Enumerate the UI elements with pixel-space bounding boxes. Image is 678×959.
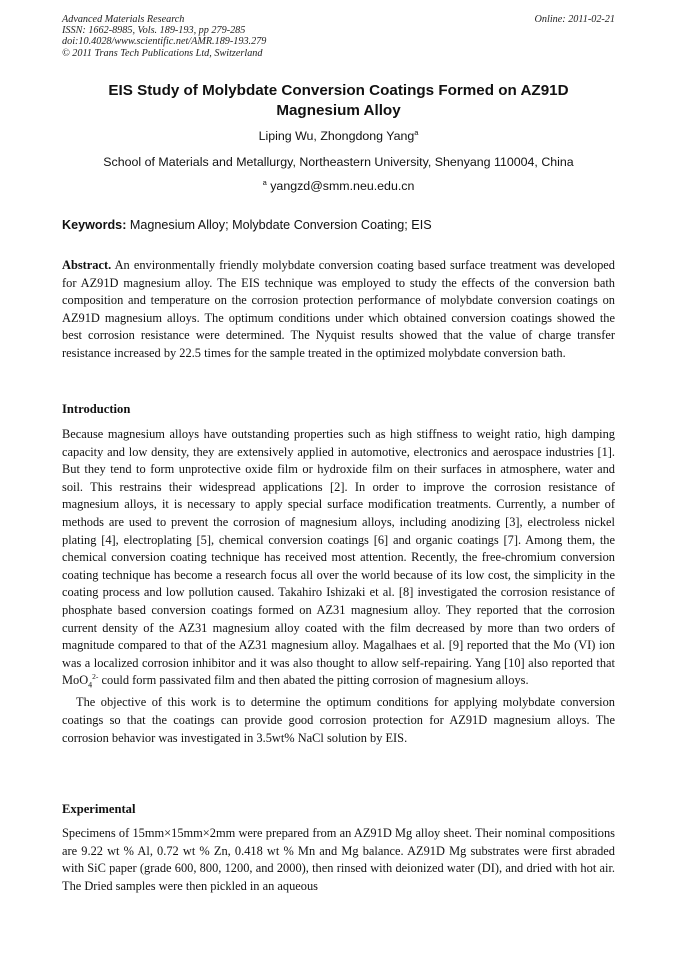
affiliation: School of Materials and Metallurgy, Northeastern University, Shenyang 110004, China [103, 155, 574, 169]
journal-name: Advanced Materials Research [62, 14, 185, 25]
experimental-section [62, 825, 615, 895]
abstract [62, 257, 615, 363]
intro-paragraph-2: The objective of this work is to determine the optimum conditions for applying molybdate conversion coatings so that the coatings can provide good corrosion protection for AZ91D magnesium alloys. The corrosion behavior was investigated in 3.5wt% NaCl solution by EIS. [62, 695, 615, 745]
moo4-subscript: 4 [88, 680, 93, 690]
author-superscript: a [414, 127, 419, 137]
section-heading-experimental: Experimental [62, 802, 136, 816]
keywords [62, 218, 615, 232]
copyright-line: © 2011 Trans Tech Publications Ltd, Switzerland [62, 47, 263, 59]
keywords-text: Magnesium Alloy; Molybdate Conversion Coating; EIS [129, 218, 432, 232]
email-superscript: a [262, 177, 267, 187]
paper-title [62, 81, 615, 121]
keywords-label: Keywords: [62, 218, 127, 232]
issn-line: ISSN: 1662-8985, Vols. 189-193, pp 279-285 [62, 25, 246, 37]
title-line-1: EIS Study of Molybdate Conversion Coatings Formed on AZ91D [108, 82, 569, 99]
abstract-text: An environmentally friendly molybdate conversion coating based surface treatment was developed for AZ91D magnesium alloy. The EIS technique was employed to study the effects of the conversion bath composition and temperature on the corrosion protection performance of molybdate conversion coatings on AZ91D magnesium alloys. The optimum conditions under which obtained conversion coatings showed the best corrosion resistance were determined. The Nyquist results showed that the value of charge transfer resistance increased by 22.5 times for the sample treated in the optimized molybdate conversion bath. [62, 258, 615, 360]
title-line-2: Magnesium Alloy [276, 102, 401, 119]
running-header [62, 14, 615, 59]
authors [62, 129, 615, 143]
abstract-label: Abstract. [62, 258, 112, 272]
intro-paragraph-1 [62, 426, 615, 694]
exp-paragraph-1: Specimens of 15mm×15mm×2mm were prepared from an AZ91D Mg alloy sheet. Their nominal compositions are 9.22 wt % Al, 0.72 wt % Zn, 0.418 wt % Mn and Mg balance. AZ91D Mg substrates were first abraded with SiC paper (grade 600, 800, 1200, and 2000), then rinsed with deionized water (DI), and dried with hot air. The Dried samples were then pickled in an aqueous [62, 826, 615, 893]
email-line [62, 179, 615, 193]
introduction-section [62, 426, 615, 747]
intro-p1-tail: could form passivated film and then abated the pitting corrosion of magnesium alloys. [98, 673, 529, 688]
moo4-superscript: 2- [92, 672, 99, 682]
section-heading-introduction: Introduction [62, 402, 131, 416]
online-date: Online: 2011-02-21 [534, 14, 615, 25]
email-address[interactable]: yangzd@smm.neu.edu.cn [270, 179, 415, 193]
author-names: Liping Wu, Zhongdong Yang [258, 129, 415, 143]
intro-p1-text: Because magnesium alloys have outstanding properties such as high stiffness to weight ratio, high damping capacity and low density, they are extensively applied in automotive, electronics and aerospace industries [1]. But they tend to form unprotective oxide film or hydroxide film on their surfaces in atmosphere, water and soil. This restrains their widespread applications [2]. In order to improve the corrosion resistance of magnesium alloys, it is necessary to apply special surface modification treatments. Currently, a number of methods are used to prevent the corrosion of magnesium alloys, including anodizing [3], electroless nickel plating [4], electroplating [5], chemical conversion coatings [6] and organic coatings [7]. Among them, the chemical conversion coating technique has received most attention. Recently, the free-chromium conversion coating technique has become a research focus all over the world because of its low cost, the simplicity in the coating process and low pollution caused. Takahiro Ishizaki et al. [8] investigated the corrosion resistance of phosphate based conversion coatings formed on AZ31 magnesium alloy. They reported that the corrosion current density of the AZ31 magnesium alloy coated with the film decreased by more than two orders of magnitude compared to that of the AZ31 magnesium alloy. Magalhaes et al. [9] reported that the Mo (VI) ion was a localized corrosion inhibitor and it was also thought to allow self-repairing. Yang [10] also reported that MoO [62, 427, 615, 688]
doi-line: doi:10.4028/www.scientific.net/AMR.189-193.279 [62, 36, 267, 48]
